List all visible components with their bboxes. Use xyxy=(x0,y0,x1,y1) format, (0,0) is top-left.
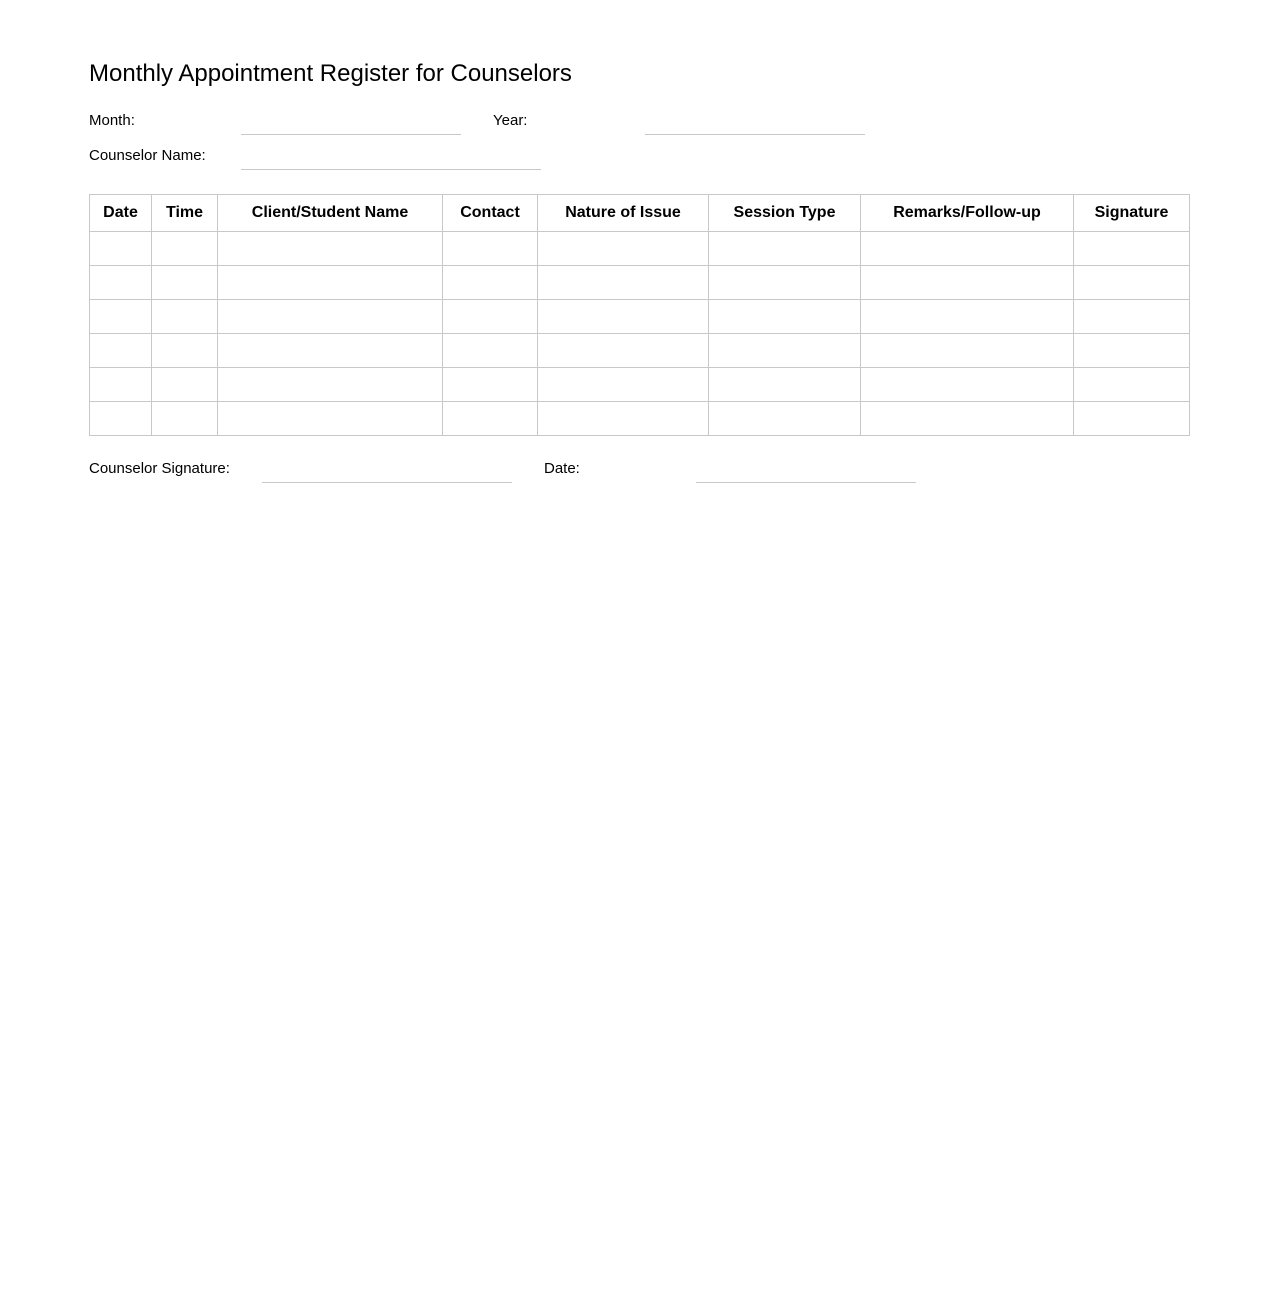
cell-time[interactable] xyxy=(152,300,218,334)
cell-date[interactable] xyxy=(90,402,152,436)
cell-contact[interactable] xyxy=(443,334,538,368)
cell-remarks[interactable] xyxy=(861,368,1074,402)
cell-date[interactable] xyxy=(90,368,152,402)
cell-remarks[interactable] xyxy=(861,232,1074,266)
header-contact: Contact xyxy=(443,195,538,232)
table-row xyxy=(90,266,1190,300)
counselor-signature-label: Counselor Signature: xyxy=(89,460,230,477)
cell-time[interactable] xyxy=(152,402,218,436)
cell-signature[interactable] xyxy=(1074,266,1190,300)
cell-remarks[interactable] xyxy=(861,300,1074,334)
table-row xyxy=(90,402,1190,436)
table-row xyxy=(90,232,1190,266)
cell-nature-of-issue[interactable] xyxy=(538,334,709,368)
cell-client-name[interactable] xyxy=(218,232,443,266)
cell-time[interactable] xyxy=(152,266,218,300)
cell-contact[interactable] xyxy=(443,266,538,300)
table-row xyxy=(90,334,1190,368)
cell-session-type[interactable] xyxy=(709,402,861,436)
header-remarks: Remarks/Follow-up xyxy=(861,195,1074,232)
cell-signature[interactable] xyxy=(1074,232,1190,266)
date-label: Date: xyxy=(544,460,580,477)
cell-client-name[interactable] xyxy=(218,334,443,368)
cell-time[interactable] xyxy=(152,334,218,368)
cell-session-type[interactable] xyxy=(709,266,861,300)
cell-remarks[interactable] xyxy=(861,402,1074,436)
table-header-row xyxy=(90,195,1190,232)
table-row xyxy=(90,300,1190,334)
header-time: Time xyxy=(152,195,218,232)
cell-nature-of-issue[interactable] xyxy=(538,232,709,266)
cell-date[interactable] xyxy=(90,300,152,334)
cell-date[interactable] xyxy=(90,266,152,300)
cell-contact[interactable] xyxy=(443,232,538,266)
cell-client-name[interactable] xyxy=(218,300,443,334)
month-label: Month: xyxy=(89,112,135,129)
cell-contact[interactable] xyxy=(443,300,538,334)
counselor-name-field[interactable] xyxy=(241,169,541,170)
table-row xyxy=(90,368,1190,402)
cell-contact[interactable] xyxy=(443,402,538,436)
cell-nature-of-issue[interactable] xyxy=(538,402,709,436)
header-date: Date xyxy=(90,195,152,232)
cell-nature-of-issue[interactable] xyxy=(538,300,709,334)
cell-session-type[interactable] xyxy=(709,300,861,334)
cell-signature[interactable] xyxy=(1074,368,1190,402)
month-field[interactable] xyxy=(241,134,461,135)
year-field[interactable] xyxy=(645,134,865,135)
page-title: Monthly Appointment Register for Counselors xyxy=(89,60,572,87)
cell-remarks[interactable] xyxy=(861,334,1074,368)
cell-client-name[interactable] xyxy=(218,368,443,402)
cell-contact[interactable] xyxy=(443,368,538,402)
cell-session-type[interactable] xyxy=(709,232,861,266)
cell-date[interactable] xyxy=(90,334,152,368)
date-field[interactable] xyxy=(696,482,916,483)
header-session-type: Session Type xyxy=(709,195,861,232)
cell-date[interactable] xyxy=(90,232,152,266)
cell-time[interactable] xyxy=(152,232,218,266)
cell-time[interactable] xyxy=(152,368,218,402)
cell-remarks[interactable] xyxy=(861,266,1074,300)
counselor-name-label: Counselor Name: xyxy=(89,147,206,164)
cell-nature-of-issue[interactable] xyxy=(538,368,709,402)
cell-client-name[interactable] xyxy=(218,266,443,300)
cell-client-name[interactable] xyxy=(218,402,443,436)
header-signature: Signature xyxy=(1074,195,1190,232)
header-client-name: Client/Student Name xyxy=(218,195,443,232)
cell-nature-of-issue[interactable] xyxy=(538,266,709,300)
appointment-table xyxy=(89,194,1190,436)
counselor-signature-field[interactable] xyxy=(262,482,512,483)
cell-signature[interactable] xyxy=(1074,334,1190,368)
cell-signature[interactable] xyxy=(1074,402,1190,436)
cell-signature[interactable] xyxy=(1074,300,1190,334)
cell-session-type[interactable] xyxy=(709,368,861,402)
year-label: Year: xyxy=(493,112,528,129)
cell-session-type[interactable] xyxy=(709,334,861,368)
header-nature-of-issue: Nature of Issue xyxy=(538,195,709,232)
